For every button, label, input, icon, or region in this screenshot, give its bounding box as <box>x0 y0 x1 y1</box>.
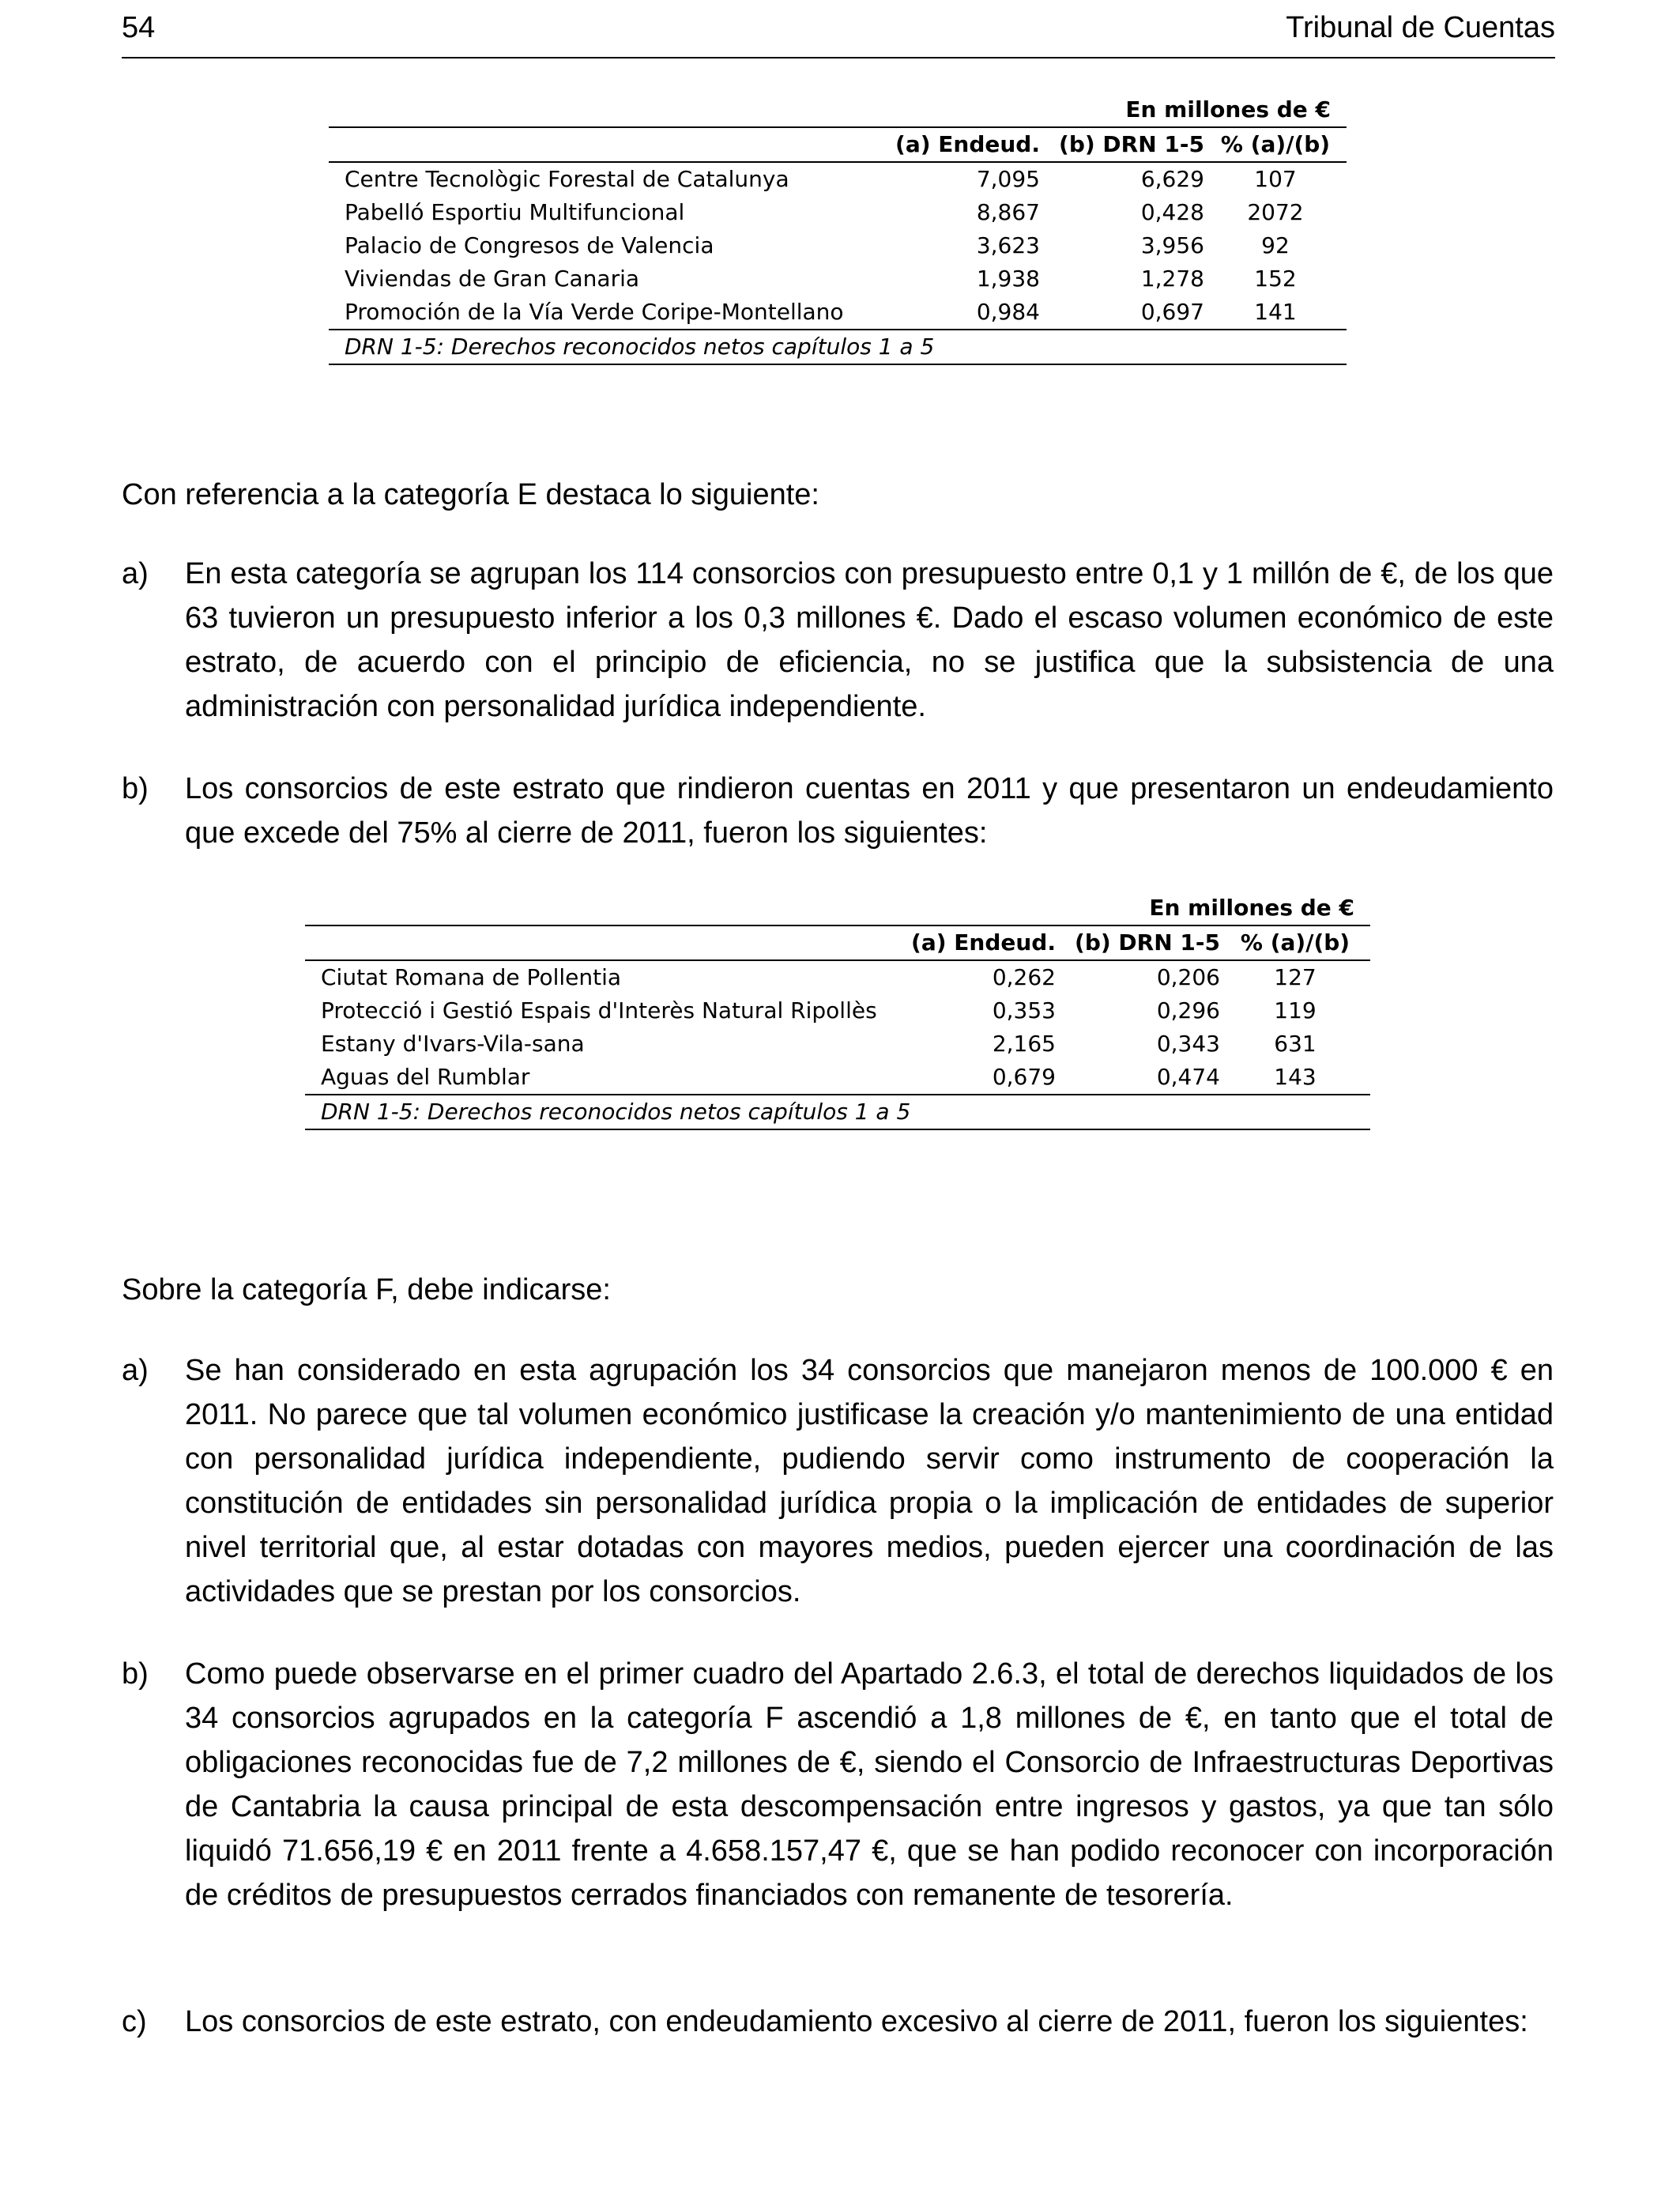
table-note-row <box>305 1095 1370 1129</box>
debt-table-category-d <box>329 93 1347 365</box>
table-header-row <box>305 925 1370 960</box>
section-e-intro: Con referencia a la categoría E destaca lo siguiente: <box>122 478 819 511</box>
row-entity: Aguas del Rumblar <box>305 1061 898 1095</box>
column-header-endeud: (a) Endeud. <box>898 925 1056 960</box>
row-entity: Ciutat Romana de Pollentia <box>321 964 622 990</box>
section-e-item-a <box>122 552 1554 729</box>
table-note: DRN 1-5: Derechos reconocidos netos capítulos 1 a 5 <box>305 1095 1370 1129</box>
row-percent: 127 <box>1274 964 1317 990</box>
row-endeud: 0,353 <box>992 997 1056 1023</box>
item-label: a) <box>122 557 149 590</box>
row-endeud: 8,867 <box>976 199 1040 225</box>
row-entity: Pabelló Esportiu Multifuncional <box>345 199 685 225</box>
row-entity: Protecció i Gestió Espais d'Interès Natural Ripollès <box>321 997 877 1023</box>
row-endeud: 2,165 <box>992 1031 1056 1057</box>
row-drn: 0,296 <box>1156 997 1220 1023</box>
row-drn: 1,278 <box>1140 266 1204 292</box>
row-drn: 3,956 <box>1140 232 1204 258</box>
table-row <box>305 1061 1370 1095</box>
page-header <box>122 6 1555 58</box>
row-entity: Promoción de la Vía Verde Coripe-Montellano <box>329 296 882 330</box>
row-endeud: 3,623 <box>976 232 1040 258</box>
column-header-drn: (b) DRN 1-5 <box>1056 925 1220 960</box>
row-entity: Centre Tecnològic Forestal de Catalunya <box>345 166 789 192</box>
column-header-percent: % (a)/(b) <box>1204 127 1347 162</box>
row-drn: 0,428 <box>1140 199 1204 225</box>
table-row <box>329 229 1347 262</box>
table-unit: En millones de € <box>1149 895 1354 921</box>
row-endeud: 0,984 <box>882 296 1040 330</box>
row-percent: 631 <box>1274 1031 1317 1057</box>
row-endeud: 0,679 <box>898 1061 1056 1095</box>
item-text: Se han considerado en esta agrupación los 34 consorcios que manejaron menos de 100.000 € en 2011. No parece que tal volumen económico justificase la creación y/o mantenimiento de una entidad con personalidad jurídica independiente, pudiendo servir como instrumento de cooperación la constitución de entidades sin personalidad jurídica propia o la implicación de entidades de superior nivel territorial que, al estar dotadas con mayores medios, pueden ejercer una coordinación de las actividades que se prestan por los consorcios. <box>185 1354 1554 1608</box>
table-note: DRN 1-5: Derechos reconocidos netos capítulos 1 a 5 <box>329 330 1347 364</box>
row-percent: 92 <box>1261 232 1290 258</box>
row-entity: Palacio de Congresos de Valencia <box>345 232 714 258</box>
row-percent: 119 <box>1274 997 1317 1023</box>
row-percent: 143 <box>1220 1061 1370 1095</box>
column-header-drn: (b) DRN 1-5 <box>1040 127 1204 162</box>
row-drn: 0,474 <box>1056 1061 1220 1095</box>
row-drn: 0,206 <box>1156 964 1220 990</box>
item-label: c) <box>122 2005 147 2038</box>
table-unit-row <box>305 892 1370 925</box>
item-text: Los consorcios de este estrato que rindieron cuentas en 2011 y que presentaron un endeudamiento que excede del 75% al cierre de 2011, fueron los siguientes: <box>185 772 1554 850</box>
item-label: b) <box>122 1657 149 1691</box>
table-unit-row <box>329 93 1347 127</box>
column-header-percent: % (a)/(b) <box>1220 925 1370 960</box>
row-endeud: 0,262 <box>992 964 1056 990</box>
item-label: a) <box>122 1354 149 1387</box>
row-percent: 107 <box>1254 166 1297 192</box>
row-percent: 141 <box>1204 296 1347 330</box>
table-unit: En millones de € <box>1125 96 1331 123</box>
item-text: Como puede observarse en el primer cuadro del Apartado 2.6.3, el total de derechos liquidados de los 34 consorcios agrupados en la categoría F ascendió a 1,8 millones de €, en tanto que el total de obligaciones reconocidas fue de 7,2 millones de €, siendo el Consorcio de Infraestructuras Deportivas de Cantabria la causa principal de esta descompensación entre ingresos y gastos, ya que tan sólo liquidó 71.656,19 € en 2011 frente a 4.658.157,47 €, que se han podido reconocer con incorporación de créditos de presupuestos cerrados financiados con remanente de tesorería. <box>185 1657 1554 1912</box>
table-header-empty <box>305 925 898 960</box>
row-percent: 152 <box>1254 266 1297 292</box>
row-drn: 6,629 <box>1140 166 1204 192</box>
item-text: En esta categoría se agrupan los 114 consorcios con presupuesto entre 0,1 y 1 millón de €, de los que 63 tuvieron un presupuesto inferior a los 0,3 millones €. Dado el escaso volumen económico de este estrato, de acuerdo con el principio de eficiencia, no se justifica que la subsistencia de una administración con personalidad jurídica independiente. <box>185 557 1554 723</box>
item-text: Los consorcios de este estrato, con endeudamiento excesivo al cierre de 2011, fueron los siguientes: <box>185 2005 1528 2038</box>
section-f-intro: Sobre la categoría F, debe indicarse: <box>122 1273 611 1306</box>
table-row <box>305 994 1370 1027</box>
row-endeud: 1,938 <box>976 266 1040 292</box>
section-f-item-c <box>122 2000 1554 2044</box>
table-row <box>329 262 1347 296</box>
column-header-endeud: (a) Endeud. <box>882 127 1040 162</box>
row-endeud: 7,095 <box>976 166 1040 192</box>
header-title: Tribunal de Cuentas <box>1286 11 1555 44</box>
table-row <box>329 196 1347 229</box>
row-entity: Estany d'Ivars-Vila-sana <box>321 1031 585 1057</box>
table-row <box>305 960 1370 994</box>
item-label: b) <box>122 772 149 805</box>
table-header-row <box>329 127 1347 162</box>
row-drn: 0,343 <box>1156 1031 1220 1057</box>
table-row <box>305 1027 1370 1061</box>
table-note-row <box>329 330 1347 364</box>
page-number: 54 <box>122 11 156 44</box>
row-percent: 2072 <box>1247 199 1304 225</box>
row-drn: 0,697 <box>1040 296 1204 330</box>
section-f-item-a <box>122 1348 1554 1614</box>
table-row <box>329 296 1347 330</box>
section-f-item-b <box>122 1652 1554 1917</box>
table-row <box>329 162 1347 196</box>
section-e-item-b <box>122 767 1554 855</box>
table-header-empty <box>329 127 882 162</box>
row-entity: Viviendas de Gran Canaria <box>345 266 640 292</box>
debt-table-category-e <box>305 892 1370 1130</box>
